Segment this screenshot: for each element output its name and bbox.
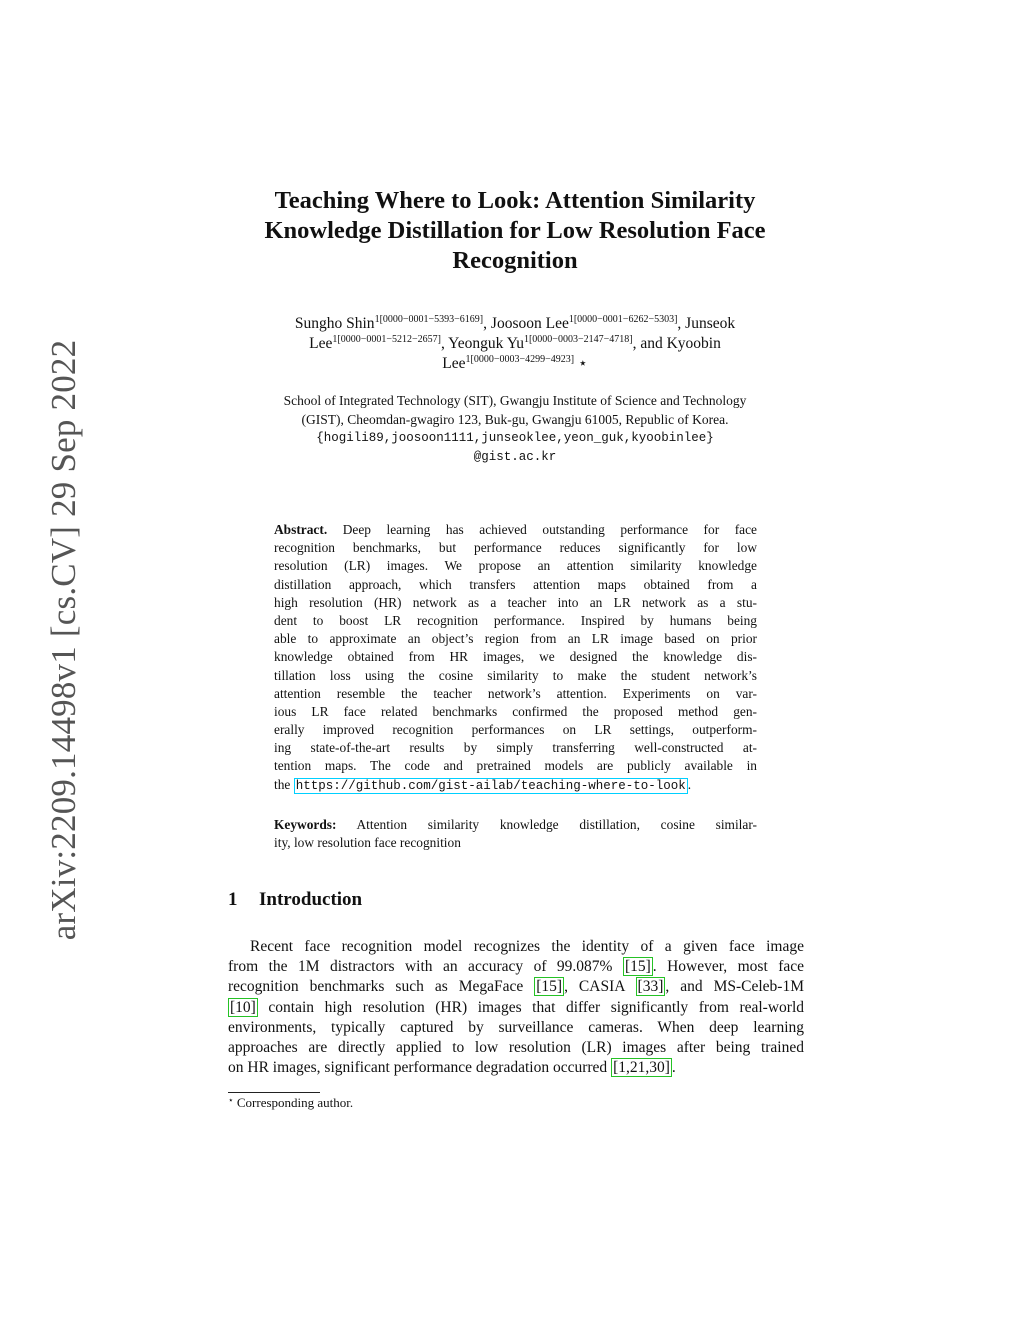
abstract-line: tention maps. The code and pretrained models are publicly available in	[274, 758, 757, 774]
section-number: 1	[228, 889, 238, 910]
intro-line: environments, typically captured by surveillance cameras. When deep learning	[228, 1018, 804, 1036]
title-line: Teaching Where to Look: Attention Similarity	[274, 187, 756, 214]
keywords-line: Keywords: Attention similarity knowledge distillation, cosine similar-	[274, 817, 757, 832]
abstract-line: the https://github.com/gist-ailab/teaching-where-to-look .	[274, 776, 692, 793]
citation-link[interactable]: [10]	[230, 998, 256, 1016]
intro-line: [10] contain high resolution (HR) images that differ significantly from real-world	[230, 998, 804, 1016]
title-line: Recognition	[452, 247, 578, 274]
footnote-text: Corresponding author.	[233, 1095, 354, 1110]
abstract-line: high resolution (HR) network as a teacher into an LR network as a stu-	[274, 594, 757, 610]
abstract-line: erally improved recognition performances on LR settings, outperform-	[274, 722, 757, 738]
author-name: , Yeonguk Yu	[440, 335, 524, 352]
section-title: Introduction	[259, 889, 363, 910]
citation-link[interactable]: [15]	[624, 958, 651, 976]
author-name: , Joosoon Lee	[483, 315, 569, 332]
citation-link[interactable]: [15]	[536, 978, 563, 996]
affiliation	[200, 391, 830, 467]
footnote	[228, 1095, 353, 1111]
author-name: Lee	[309, 335, 333, 352]
intro-paragraph	[228, 937, 804, 1078]
abstract-line: resolution (LR) images. We propose an attention similarity knowledge	[274, 558, 757, 574]
orcid-id: 1[0000−0001−5393−6169]	[374, 314, 484, 325]
affiliation-line: (GIST), Cheomdan-gwagiro 123, Buk-gu, Gwangju 61005, Republic of Korea.	[301, 412, 729, 427]
intro-line: approaches are directly applied to low resolution (LR) images after being trained	[228, 1038, 804, 1056]
abstract-line: ing state-of-the-art results by simply transferring well-constructed at-	[274, 740, 757, 756]
orcid-id: 1[0000−0001−5212−2657]	[332, 334, 441, 345]
footnote-divider	[228, 1092, 320, 1093]
author-name: , and Kyoobin	[632, 335, 721, 352]
author-name: Lee	[442, 355, 466, 372]
abstract-label: Abstract.	[274, 522, 328, 537]
orcid-id: 1[0000−0003−2147−4718]	[523, 334, 633, 345]
abstract-line: dent to boost LR recognition performance. Inspired by humans being	[274, 612, 757, 628]
arxiv-stamp: arXiv:2209.14498v1 [cs.CV] 29 Sep 2022	[44, 339, 83, 941]
email-domain: @gist.ac.kr	[473, 450, 557, 464]
citation-link[interactable]: [33]	[637, 978, 664, 996]
abstract-line: able to approximate an object’s region from an LR image based on prior	[274, 631, 757, 647]
abstract	[274, 521, 757, 794]
author-line	[200, 334, 830, 354]
intro-line: Recent face recognition model recognizes the identity of a given face image	[250, 938, 804, 955]
author-line	[200, 354, 830, 374]
abstract-line: ious LR face related benchmarks confirmed the proposed method gen-	[274, 703, 757, 719]
intro-line: recognition benchmarks such as MegaFace [15] , CASIA [33] , and MS-Celeb-1M	[228, 978, 804, 996]
abstract-line: attention resemble the teacher network’s attention. Experiments on var-	[274, 685, 757, 701]
author-emails: {hogili89,joosoon1111,junseoklee,yeon_guk,kyoobinlee}	[316, 431, 714, 445]
section-heading	[228, 889, 362, 911]
orcid-id: 1[0000−0003−4299−4923]	[465, 354, 575, 365]
abstract-line: knowledge obtained from HR images, we designed the knowledge dis-	[274, 649, 757, 665]
author-name: Sungho Shin	[294, 315, 375, 332]
author-name: , Junseok	[677, 315, 736, 332]
abstract-line: tillation loss using the cosine similarity to make the student network’s	[274, 667, 757, 683]
keywords-label: Keywords:	[274, 817, 337, 832]
keywords-line: ity, low resolution face recognition	[274, 835, 461, 851]
intro-line: from the 1M distractors with an accuracy of 99.087% [15] . However, most face	[228, 958, 805, 976]
code-link[interactable]: https://github.com/gist-ailab/teaching-where-to-look	[295, 778, 686, 793]
affiliation-line: School of Integrated Technology (SIT), Gwangju Institute of Science and Technology	[283, 393, 747, 408]
paper-title	[200, 186, 830, 276]
footnote-mark: ⋆	[228, 1095, 234, 1105]
corresponding-mark: ⋆	[574, 355, 588, 372]
author-list	[200, 314, 830, 374]
abstract-line: recognition benchmarks, but performance reduces significantly for low	[274, 540, 757, 556]
abstract-line: Abstract. Deep learning has achieved outstanding performance for face	[274, 522, 757, 537]
citation-link[interactable]: [1,21,30]	[613, 1059, 670, 1077]
title-line: Knowledge Distillation for Low Resolution Face	[264, 217, 766, 244]
keywords	[274, 816, 757, 852]
intro-line: on HR images, significant performance degradation occurred [1,21,30] .	[228, 1059, 676, 1077]
abstract-line: distillation approach, which transfers attention maps obtained from a	[274, 576, 757, 592]
author-line	[200, 314, 830, 334]
orcid-id: 1[0000−0001−6262−5303]	[568, 314, 678, 325]
